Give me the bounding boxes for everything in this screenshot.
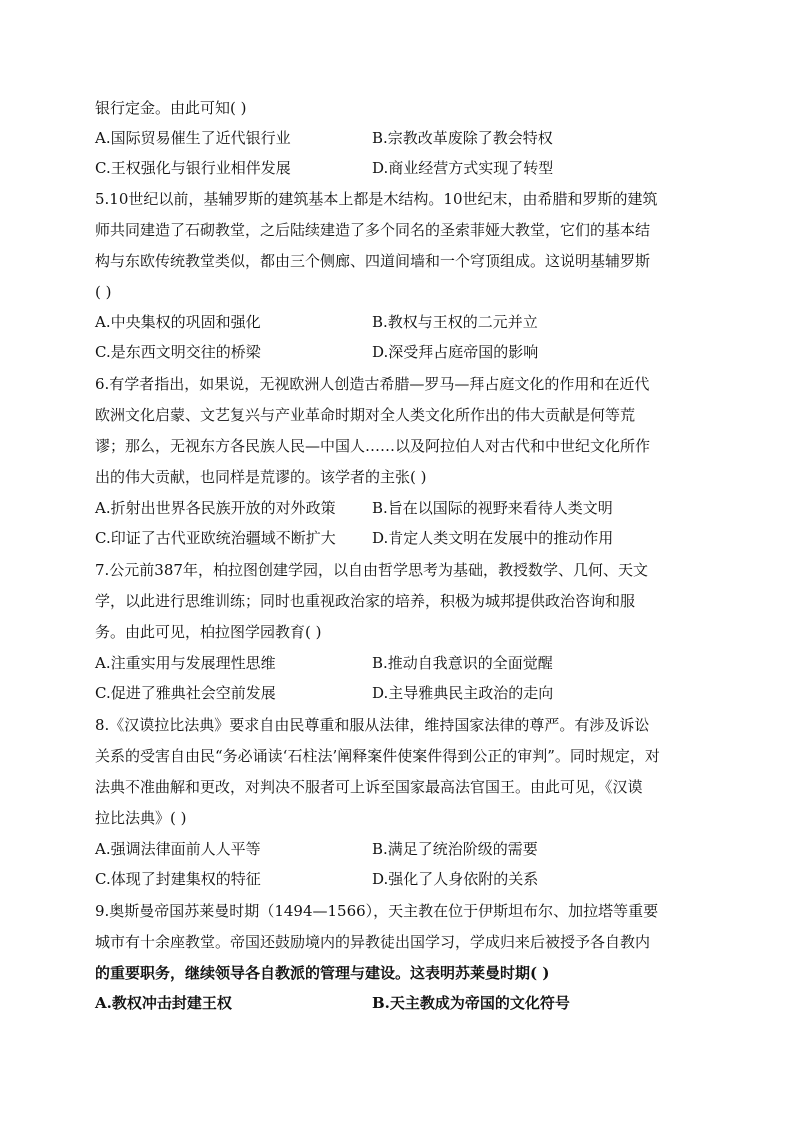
q7-option-c: C.促进了雅典社会空前发展 bbox=[95, 684, 276, 702]
q6-option-d: D.肯定人类文明在发展中的推动作用 bbox=[372, 529, 614, 547]
q8-option-d: D.强化了人身依附的关系 bbox=[372, 870, 539, 888]
q7-stem-line: 7.公元前387年，柏拉图创建学园，以自由哲学思考为基础，教授数学、几何、天文 bbox=[95, 561, 648, 579]
q8-option-c: C.体现了封建集权的特征 bbox=[95, 870, 261, 888]
q5-stem-line: 构与东欧传统教堂类似，都由三个侧廊、四道间墙和一个穹顶组成。这说明基辅罗斯 bbox=[95, 252, 651, 270]
q6-option-c: C.印证了古代亚欧统治疆域不断扩大 bbox=[95, 529, 336, 547]
q6-stem-line: 欧洲文化启蒙、文艺复兴与产业革命时期对全人类文化所作出的伟大贡献是何等荒 bbox=[95, 406, 636, 424]
q4-option-c: C.王权强化与银行业相伴发展 bbox=[95, 159, 291, 177]
q9-option-b: B.天主教成为帝国的文化符号 bbox=[372, 994, 570, 1012]
q5-option-b: B.教权与王权的二元并立 bbox=[372, 313, 538, 331]
q9-option-a: A.教权冲击封建王权 bbox=[95, 994, 232, 1012]
q9-stem-line: 9.奥斯曼帝国苏莱曼时期（1494—1566），天主教在位于伊斯坦布尔、加拉塔等重要 bbox=[95, 902, 659, 920]
q5-stem-line: 师共同建造了石砌教堂，之后陆续建造了多个同名的圣索菲娅大教堂，它们的基本结 bbox=[95, 221, 651, 239]
q4-option-b: B.宗教改革废除了教会特权 bbox=[372, 129, 553, 147]
q5-stem-line: 5.10世纪以前，基辅罗斯的建筑基本上都是木结构。10世纪末，由希腊和罗斯的建筑 bbox=[95, 190, 658, 208]
q6-stem-line: 出的伟大贡献，也同样是荒谬的。该学者的主张( ) bbox=[95, 468, 427, 486]
q7-option-b: B.推动自我意识的全面觉醒 bbox=[372, 654, 553, 672]
q5-option-a: A.中央集权的巩固和强化 bbox=[95, 313, 261, 331]
q6-stem-line: 6.有学者指出，如果说，无视欧洲人创造古希腊—罗马—拜占庭文化的作用和在近代 bbox=[95, 375, 650, 393]
q7-option-a: A.注重实用与发展理性思维 bbox=[95, 654, 276, 672]
q4-option-a: A.国际贸易催生了近代银行业 bbox=[95, 129, 291, 147]
q9-stem-line: 的重要职务，继续领导各自教派的管理与建设。这表明苏莱曼时期( ) bbox=[95, 964, 550, 982]
q4-option-d: D.商业经营方式实现了转型 bbox=[372, 159, 554, 177]
q8-option-a: A.强调法律面前人人平等 bbox=[95, 840, 261, 858]
q7-stem-line: 务。由此可见，柏拉图学园教育( ) bbox=[95, 623, 322, 641]
q8-option-b: B.满足了统治阶级的需要 bbox=[372, 840, 538, 858]
q6-stem-line: 谬；那么，无视东方各民族人民—中国人……以及阿拉伯人对古代和中世纪文化所作 bbox=[95, 437, 651, 455]
q6-option-a: A.折射出世界各民族开放的对外政策 bbox=[95, 499, 336, 517]
q8-stem-line: 拉比法典》( ) bbox=[95, 809, 187, 827]
q6-option-b: B.旨在以国际的视野来看待人类文明 bbox=[372, 499, 613, 517]
q5-stem-line: ( ) bbox=[95, 283, 112, 301]
q4-stem-end: 银行定金。由此可知( ) bbox=[95, 99, 247, 117]
q8-stem-line: 关系的受害自由民“务必诵读‘石柱法’阐释案件使案件得到公正的审判”。同时规定，对 bbox=[95, 747, 660, 765]
q8-stem-line: 8.《汉谟拉比法典》要求自由民尊重和服从法律，维持国家法律的尊严。有涉及诉讼 bbox=[95, 716, 650, 734]
q9-stem-line: 城市有十余座教堂。帝国还鼓励境内的异教徒出国学习，学成归来后被授予各自教内 bbox=[95, 933, 651, 951]
q7-option-d: D.主导雅典民主政治的走向 bbox=[372, 684, 554, 702]
q8-stem-line: 法典不准曲解和更改，对判决不服者可上诉至国家最高法官国王。由此可见，《汉谟 bbox=[95, 778, 643, 796]
q5-option-d: D.深受拜占庭帝国的影响 bbox=[372, 343, 539, 361]
q5-option-c: C.是东西文明交往的桥梁 bbox=[95, 343, 261, 361]
q7-stem-line: 学，以此进行思维训练；同时也重视政治家的培养，积极为城邦提供政治咨询和服 bbox=[95, 592, 636, 610]
